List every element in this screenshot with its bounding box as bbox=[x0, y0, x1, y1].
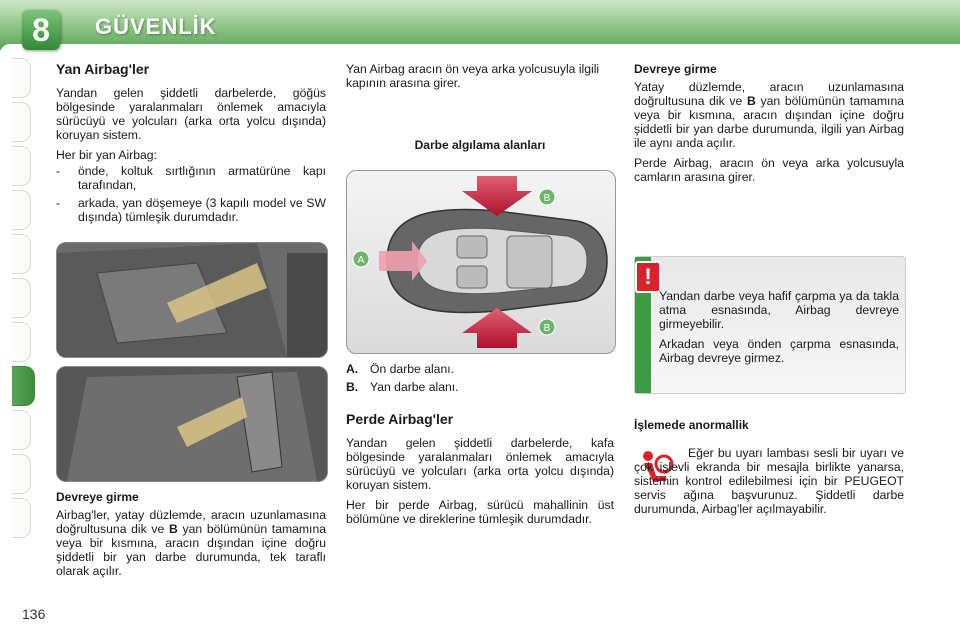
side-tab[interactable] bbox=[12, 102, 31, 142]
section-title: Perde Airbag'ler bbox=[346, 411, 454, 427]
warning-text: Yandan darbe veya hafif çarpma ya da takla atma esnasında, Airbag devreye girmeyebilir. Arkadan veya önden çarpma esnasında, Airbag devreye girmez. bbox=[659, 289, 899, 365]
rear-seat-illustration bbox=[57, 367, 327, 481]
diagram-title-wrap bbox=[346, 138, 614, 156]
side-tab-active[interactable] bbox=[12, 366, 35, 406]
list-item: - önde, koltuk sırtlığının armatürüne kapı tarafından, bbox=[56, 164, 326, 192]
marker-b-bottom: B bbox=[543, 323, 551, 334]
car-topview-illustration bbox=[347, 171, 615, 353]
side-tab[interactable] bbox=[12, 322, 31, 362]
side-tab[interactable] bbox=[12, 278, 31, 318]
paragraph: Perde Airbag, aracın ön veya arka yolcusuyla camların arasına girer. bbox=[634, 156, 904, 184]
diagram-legend bbox=[346, 362, 614, 398]
side-tab[interactable] bbox=[12, 190, 31, 230]
side-tab[interactable] bbox=[12, 146, 31, 186]
paragraph: Airbag'ler, yatay düzlemde, aracın uzunlamasına doğrultusuna dik ve B yan bölümünün tamamına veya bir kısmına, aracın dışından içine doğru şiddetli bir yan darbe durumunda, tek taraflı olarak açılır. bbox=[56, 508, 326, 578]
legend-item: A. Ön darbe alanı. bbox=[346, 362, 455, 376]
front-seat-airbag-photo bbox=[56, 242, 328, 358]
subsection-title: Devreye girme bbox=[634, 62, 717, 76]
chapter-side-tabs bbox=[12, 58, 32, 542]
paragraph: Yandan gelen şiddetli darbelerde, göğüs bölgesinde yaralanmaları önlemek amacıyla sürücüyü ve yolcuları (arka orta yolcu dışında) koruyan sistem. bbox=[56, 86, 326, 142]
column-right bbox=[634, 62, 904, 190]
paragraph: Yatay düzlemde, aracın uzunlamasına doğrultusuna dik ve B yan bölümünün tamamına veya bir kısmına, aracın dışından içine doğru şiddetli bir yan darbe durumunda, ilgili yan Airbag ile aynı anda açılır. bbox=[634, 80, 904, 150]
diagram-title: Darbe algılama alanları bbox=[414, 138, 546, 152]
legend-item: B. Yan darbe alanı. bbox=[346, 380, 459, 394]
paragraph: Her bir perde Airbag, sürücü mahallinin üst bölümüne ve direklerine tümleşik durumdadır. bbox=[346, 498, 614, 526]
side-tab[interactable] bbox=[12, 498, 31, 538]
subsection-title: Devreye girme bbox=[56, 490, 139, 504]
side-tab[interactable] bbox=[12, 58, 31, 98]
fault-section bbox=[634, 418, 904, 436]
paragraph: Eğer bu uyarı lambası sesli bir uyarı ve çok işlevli ekranda bir mesajla birlikte yanarsa, sistemin kontrol edilebilmesi için bir PEUGEOT servis ağına başvurunuz. Şiddetli darbe durumunda, Airbag'ler açılmayabilir. bbox=[634, 446, 904, 516]
paragraph: Yan Airbag aracın ön veya arka yolcusuyla ilgili kapının arasına girer. bbox=[346, 62, 600, 90]
rear-side-airbag-photo bbox=[56, 366, 328, 482]
side-tab[interactable] bbox=[12, 454, 31, 494]
marker-a: A bbox=[357, 255, 365, 266]
side-tab[interactable] bbox=[12, 234, 31, 274]
front-seat-illustration bbox=[57, 243, 327, 357]
marker-b-top: B bbox=[543, 193, 551, 204]
list-item: - arkada, yan döşemeye (3 kapılı model ve SW dışında) tümleşik durumdadır. bbox=[56, 196, 326, 224]
column-left-deploy bbox=[56, 490, 326, 584]
chapter-number-badge: 8 bbox=[22, 10, 60, 50]
column-left bbox=[56, 62, 326, 228]
paragraph: Her bir yan Airbag: bbox=[56, 148, 157, 162]
column-middle-curtain bbox=[346, 412, 614, 532]
section-title: Yan Airbag'ler bbox=[56, 61, 150, 77]
page-number: 136 bbox=[22, 606, 46, 622]
warning-box bbox=[634, 256, 906, 394]
chapter-title: GÜVENLİK bbox=[95, 14, 217, 39]
side-tab[interactable] bbox=[12, 410, 31, 450]
impact-zones-diagram bbox=[346, 170, 616, 354]
paragraph: Yandan gelen şiddetli darbelerde, kafa bölgesinde yaralanmaları önlemek amacıyla sürücüyü ve yolcuları (arka orta yolcu dışında) koruyan sistem. bbox=[346, 436, 614, 492]
subsection-title: İşlemede anormallik bbox=[634, 418, 749, 432]
column-middle bbox=[346, 62, 614, 96]
exclamation-icon: ! bbox=[635, 261, 661, 293]
fault-text-block bbox=[634, 446, 904, 522]
header-curve bbox=[0, 44, 960, 54]
